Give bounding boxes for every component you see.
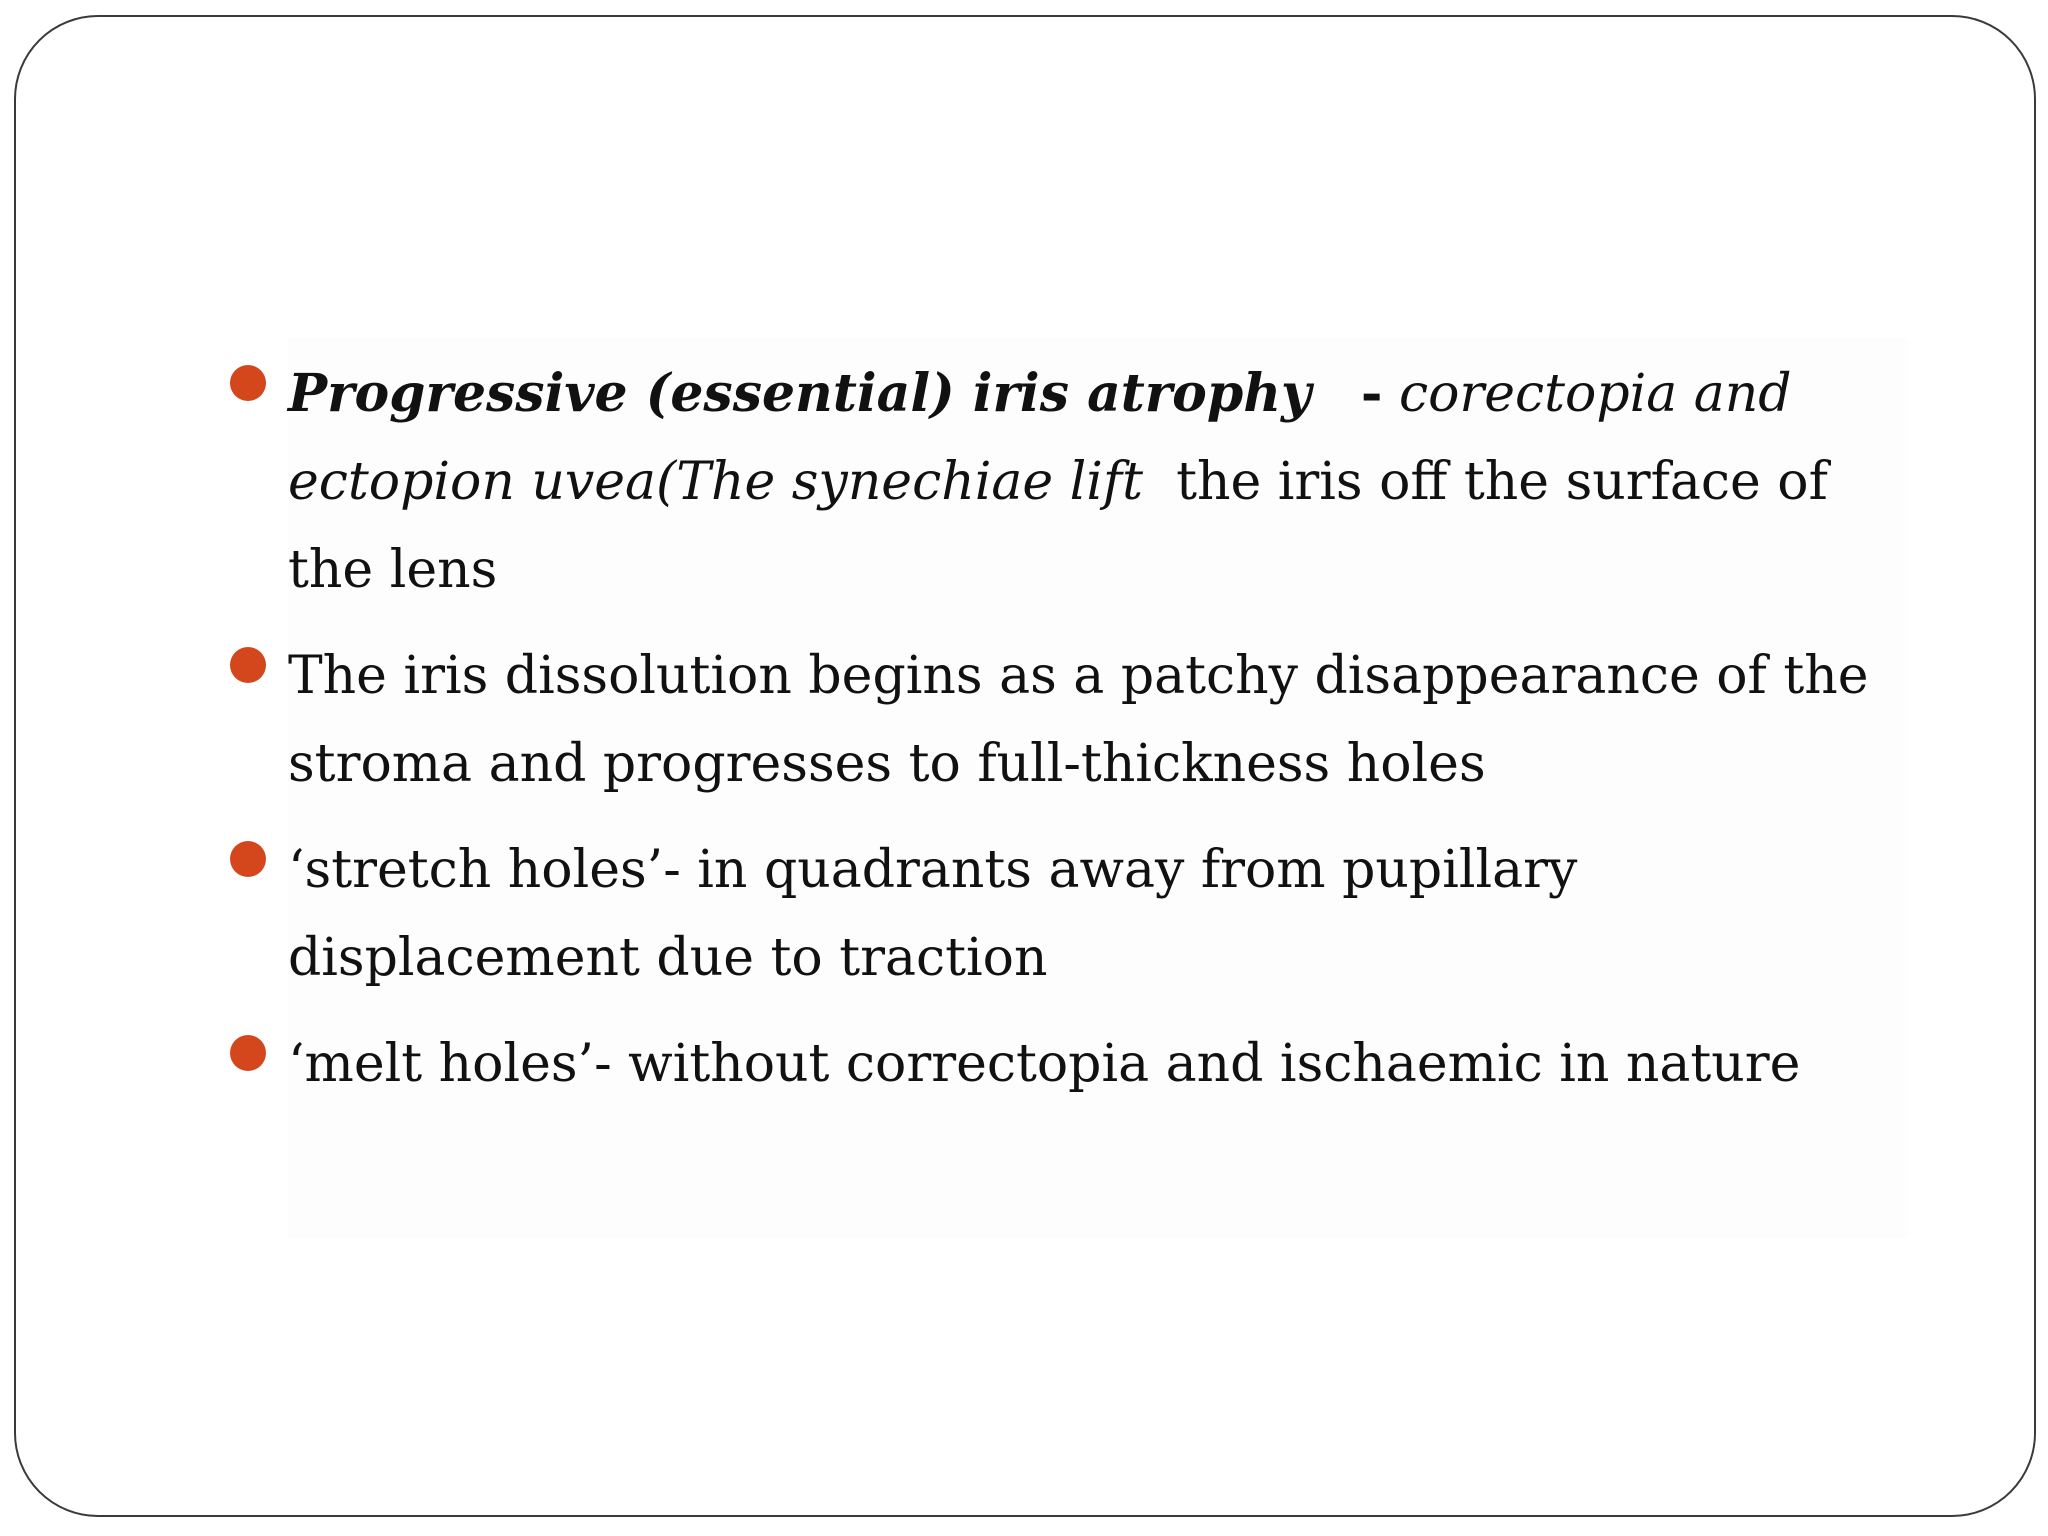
bullet-text: ‘melt holes’- without correctopia and ischaemic in nature [288,1034,1801,1094]
bullet-item-iris-atrophy [218,350,1918,614]
bullet-dot-icon [230,841,266,877]
bullet-italic-text: corectopia and ectopion uvea(The synechiae lift [288,364,1792,512]
bullet-item-stretch-holes [218,826,1918,1002]
bullet-dot-icon [230,365,266,401]
bullet-dot-icon [230,647,266,683]
bullet-text: The iris dissolution begins as a patchy disappearance of the stroma and progresses to full-thickness holes [288,646,1869,794]
bullet-dot-icon [230,1035,266,1071]
bullet-item-iris-dissolution [218,632,1918,808]
bullet-text: ‘stretch holes’- in quadrants away from pupillary displacement due to traction [288,840,1578,988]
bullet-item-melt-holes [218,1020,1918,1108]
bullet-dash: - [1360,363,1383,424]
bullet-list [218,350,1918,1126]
bullet-heading: Progressive (essential) iris atrophy [288,363,1312,424]
bullet-text: the iris off the surface of the lens [288,452,1828,600]
